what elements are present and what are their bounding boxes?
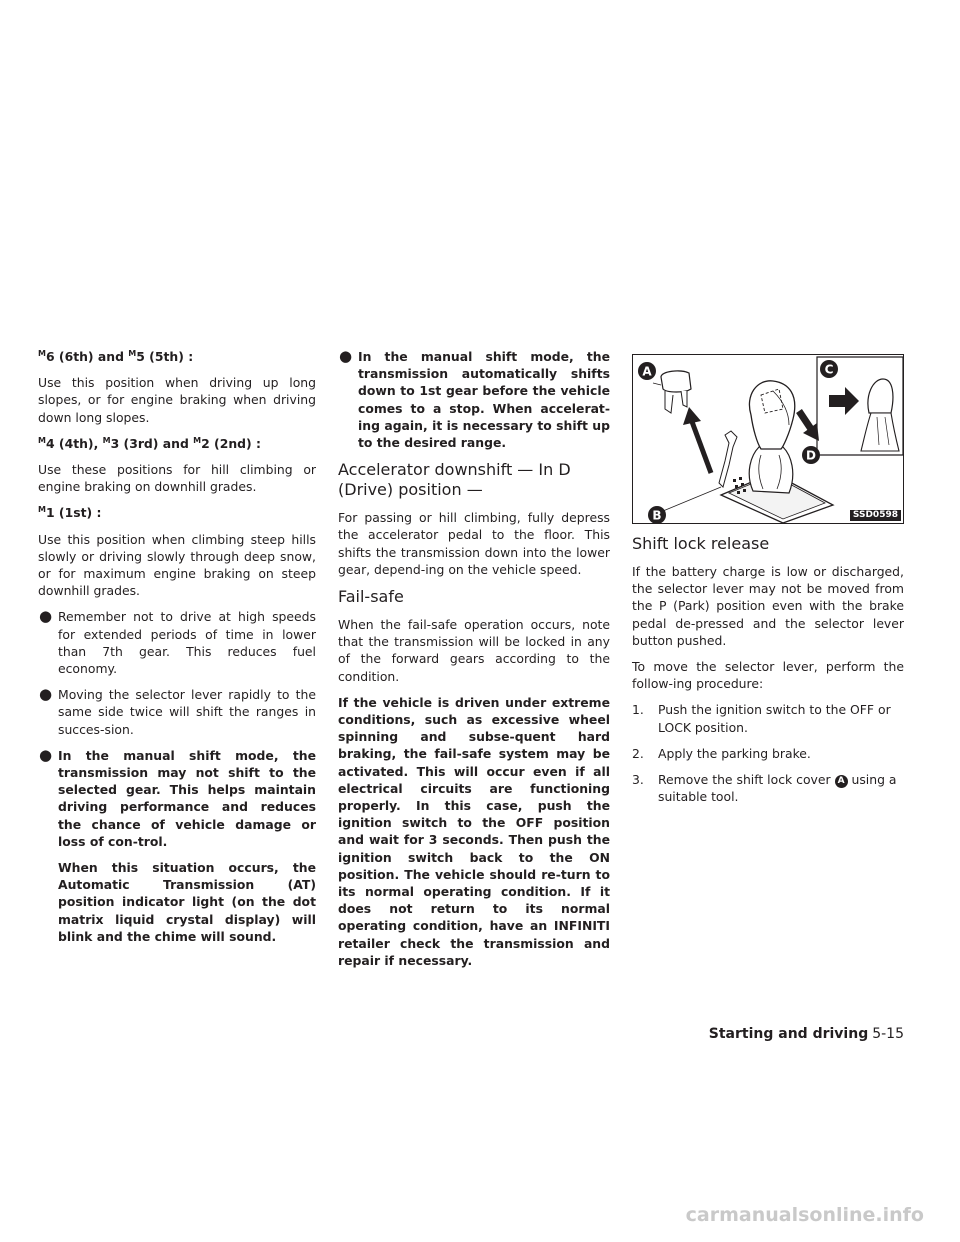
step-item: 2. Apply the parking brake. <box>632 745 811 761</box>
step-item: 3. Remove the shift lock cover A using a suitable tool. <box>632 772 897 805</box>
shift-lever-drawing <box>633 355 904 524</box>
heading-fail-safe: Fail-safe <box>338 587 404 607</box>
shift-lock-illustration <box>632 354 904 524</box>
bullet-icon: ● <box>39 745 53 764</box>
step-item: 1. Push the ignition switch to the OFF or LOCK position. <box>632 702 891 735</box>
heading-m4-m3-m2: $^M$4 (4th), $^M$3 (3rd) and $^M$2 (2nd) : <box>38 435 261 451</box>
label-c: C <box>824 362 834 377</box>
bullet-item: ● Moving the selector lever rapidly to the same side twice will shift the ranges in succes-sion. <box>39 685 316 737</box>
paragraph-shift-lock-2: To move the selector lever, perform the follow-ing procedure: <box>632 659 904 692</box>
label-a: A <box>642 364 652 379</box>
bullet-item: ● In the manual shift mode, the transmission automatically shifts down to 1st gear before the vehicle comes to a stop. When accelerat-ing again, it is necessary to shift up to the desired range. <box>339 347 610 451</box>
heading-m1: $^M$1 (1st) : <box>38 505 102 521</box>
heading-accelerator-downshift: Accelerator downshift — In D (Drive) position — <box>338 460 571 500</box>
bullet-item: ● In the manual shift mode, the transmission may not shift to the selected gear. This helps maintain driving performance and reduces the chance of vehicle damage or loss of con-trol. <box>39 745 316 849</box>
bullet-icon: ● <box>39 607 53 626</box>
bullet-icon: ● <box>339 347 353 365</box>
heading-shift-lock-release: Shift lock release <box>632 534 770 553</box>
paragraph-accelerator-downshift: For passing or hill climbing, fully depress the accelerator pedal to the floor. This shifts the transmission down into the lower gear, depend-ing on the vehicle speed. <box>338 510 610 577</box>
label-a-badge <box>638 362 656 380</box>
section-title: Starting and driving <box>708 1026 869 1042</box>
circled-a-icon: A <box>835 775 848 788</box>
page-number: 5-15 <box>872 1026 904 1042</box>
watermark: carmanualsonline.info <box>685 1204 924 1226</box>
bullet-item: ● Remember not to drive at high speeds for extended periods of time in lower than 7th gear. This reduces fuel economy. <box>39 607 316 677</box>
page-footer <box>709 1026 904 1042</box>
heading-m6-m5: $^M$6 (6th) and $^M$5 (5th) : <box>38 349 194 364</box>
label-b-badge <box>648 506 666 524</box>
paragraph-m4-m3-m2: Use these positions for hill climbing or engine braking on downhill grades. <box>38 462 316 495</box>
label-d: D <box>806 448 816 463</box>
bullet-note: When this situation occurs, the Automatic Transmission (AT) position indicator light (on the dot matrix liquid crystal display) will blink and the chime will sound. <box>58 860 316 944</box>
paragraph-shift-lock-1: If the battery charge is low or discharged, the selector lever may not be moved from the P (Park) position even with the brake pedal de-pressed and the selector lever button pushed. <box>632 564 904 648</box>
figure-code: SSD0598 <box>850 510 901 521</box>
label-d-badge <box>802 446 820 464</box>
left-column <box>38 348 316 954</box>
label-c-badge <box>820 360 838 378</box>
middle-column <box>338 348 610 978</box>
paragraph-m6-m5: Use this position when driving up long slopes, or for engine braking when driving down long slopes. <box>38 375 316 425</box>
paragraph-m1: Use this position when climbing steep hills slowly or driving slowly through deep snow, or for maximum engine braking on steep downhill grades. <box>38 531 316 599</box>
label-b: B <box>652 508 662 523</box>
bullet-icon: ● <box>39 685 53 704</box>
paragraph-fail-safe-warning: If the vehicle is driven under extreme conditions, such as excessive wheel spinning and subse-quent hard braking, the fail-safe system may be activated. This will occur even if all electrical circuits are functioning properly. In this case, push the ignition switch to the OFF position and wait for 3 seconds. Then push the ignition switch back to the ON position. The vehicle should re-turn to its normal operating condition. If it does not return to its normal operating condition, have an INFINITI retailer check the transmission and repair if necessary. <box>338 694 610 968</box>
paragraph-fail-safe: When the fail-safe operation occurs, note that the transmission will be locked in any of the forward gears according to the condition. <box>338 617 610 684</box>
right-column <box>632 528 904 814</box>
